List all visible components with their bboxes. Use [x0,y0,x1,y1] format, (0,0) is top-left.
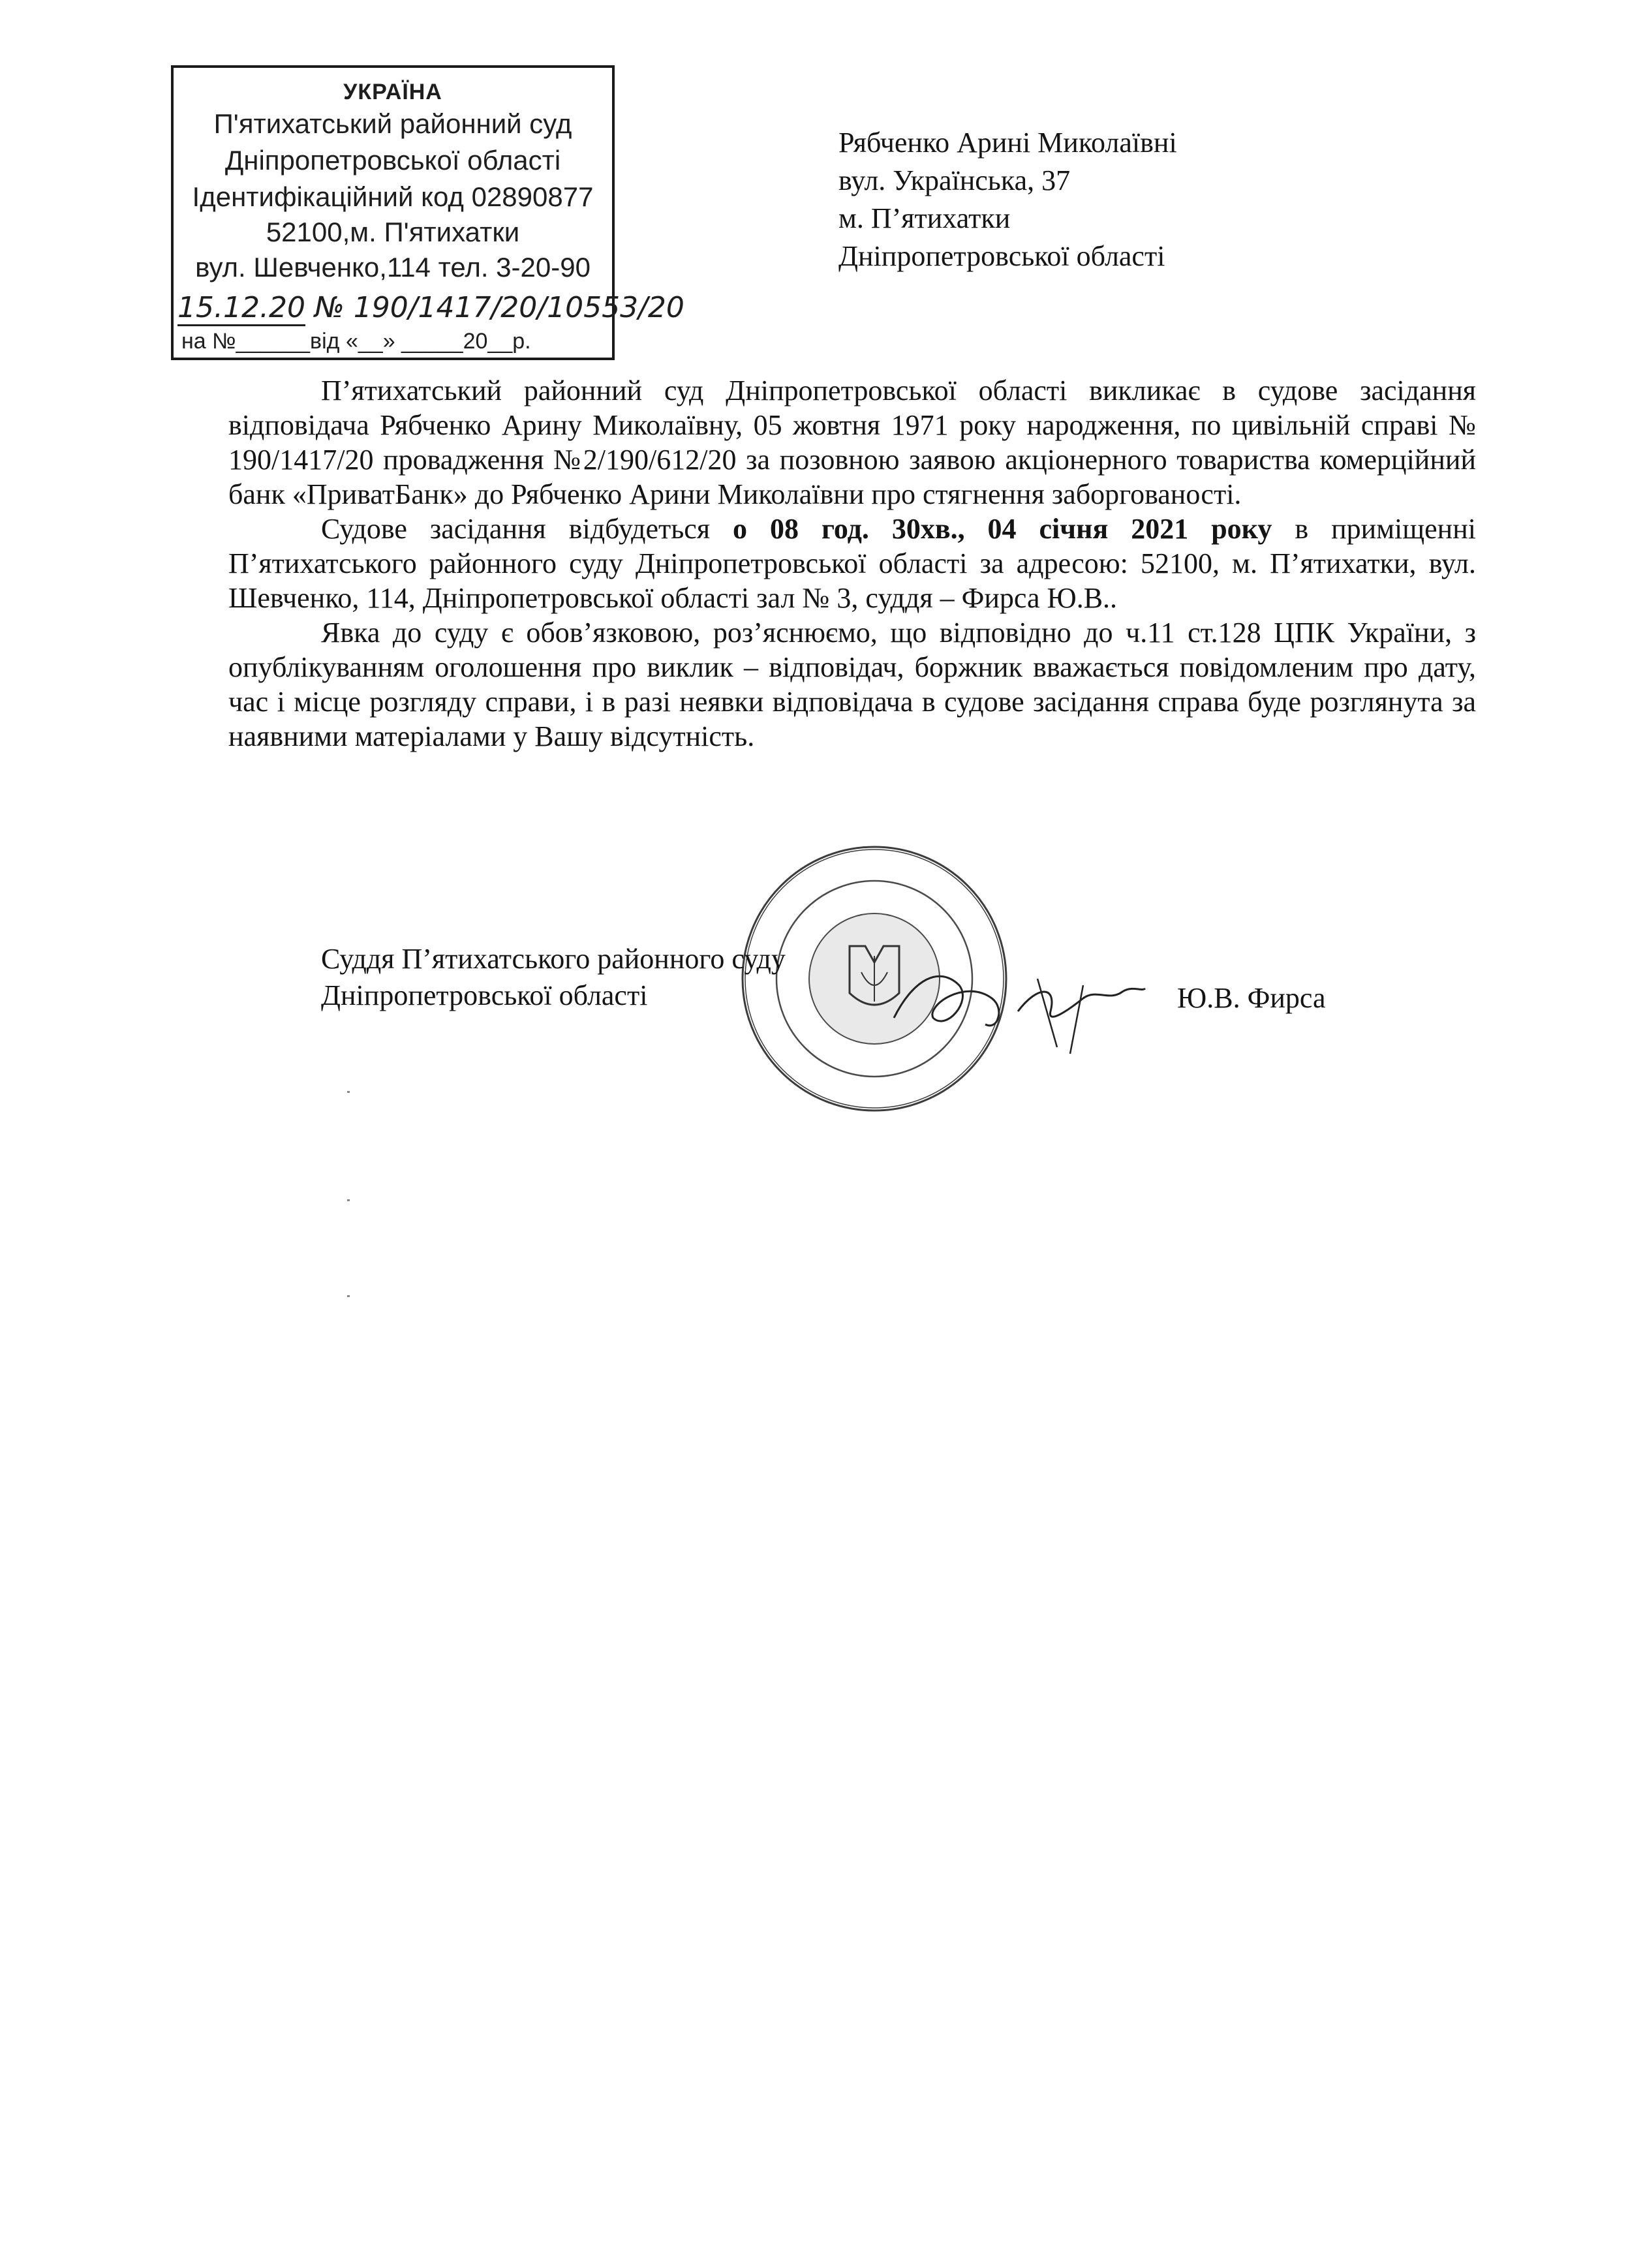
stamp-identification-code: Ідентифікаційний код 02890877 [192,181,594,212]
hearing-location: в приміщенні П’ятихатського районного суду Дніпропетровської області за адресою: 52100, м. П’ятихатки, вул. Шевченко, 114, Дніпропетровської області зал № 3, суддя – Фирса Ю.В.. [228,513,1476,614]
signature-title [321,941,786,1014]
hearing-intro: Судове засідання відбудеться [321,513,733,545]
judge-signature-scribble [887,940,1148,1070]
addressee-block [838,124,1177,275]
addressee-name: Рябченко Арині Миколаївні [838,127,1177,159]
outgoing-date: 15.12.20 [177,291,305,326]
signature-title-line-1: Суддя П’ятихатського районного суду [321,943,786,975]
judge-name: Ю.В. Фирса [1177,982,1326,1014]
addressee-street: вул. Українська, 37 [838,164,1071,196]
stamp-city: 52100,м. П'ятихатки [266,217,520,247]
registration-stamp [171,65,684,360]
stamp-street: вул. Шевченко,114 тел. 3-20-90 [195,252,591,283]
summons-paragraph-1: П’ятихатський районний суд Дніпропетровської області викликає в судове засідання відповідача Рябченко Арину Миколаївну, 05 жовтня 1971 року народження, по цивільній справі № 190/1417/20 провадження №2/190/612/20 за позовною заявою акціонерного товариства комерційний банк «ПриватБанк» до Рябченко Арини Миколаївни про стягнення заборгованості. [228,375,1476,510]
addressee-region: Дніпропетровської області [838,240,1165,272]
outgoing-number-label: № [314,291,345,324]
signature-title-line-2: Дніпропетровської області [321,979,648,1011]
addressee-city: м. П’ятихатки [838,202,1011,234]
scan-speck [347,1091,350,1093]
stamp-country: УКРАЇНА [343,80,442,104]
summons-paragraph-2 [228,512,1476,615]
scan-speck [347,1199,350,1201]
outgoing-number: 190/1417/20/10553/20 [353,291,684,324]
hearing-datetime: о 08 год. 30хв., 04 січня 2021 року [733,513,1272,545]
stamp-response-line: на №______від «__» _____20__р. [181,329,531,354]
stamp-court-name: П'ятихатський районний суд [213,108,572,139]
summons-paragraph-3: Явка до суду є обов’язковою, роз’яснюємо, що відповідно до ч.11 ст.128 ЦПК України, з опублікуванням оголошення про виклик – відповідач, боржник вважається повідомленим про дату, час і місце розгляду справи, і в разі неявки відповідача в судове засідання справа буде розглянута за наявними матеріалами у Вашу відсутність. [228,617,1476,752]
summons-body [228,373,1476,754]
stamp-region: Дніпропетровської області [224,145,561,176]
stamp-outgoing-reference [174,291,684,326]
scan-speck [347,1295,350,1297]
